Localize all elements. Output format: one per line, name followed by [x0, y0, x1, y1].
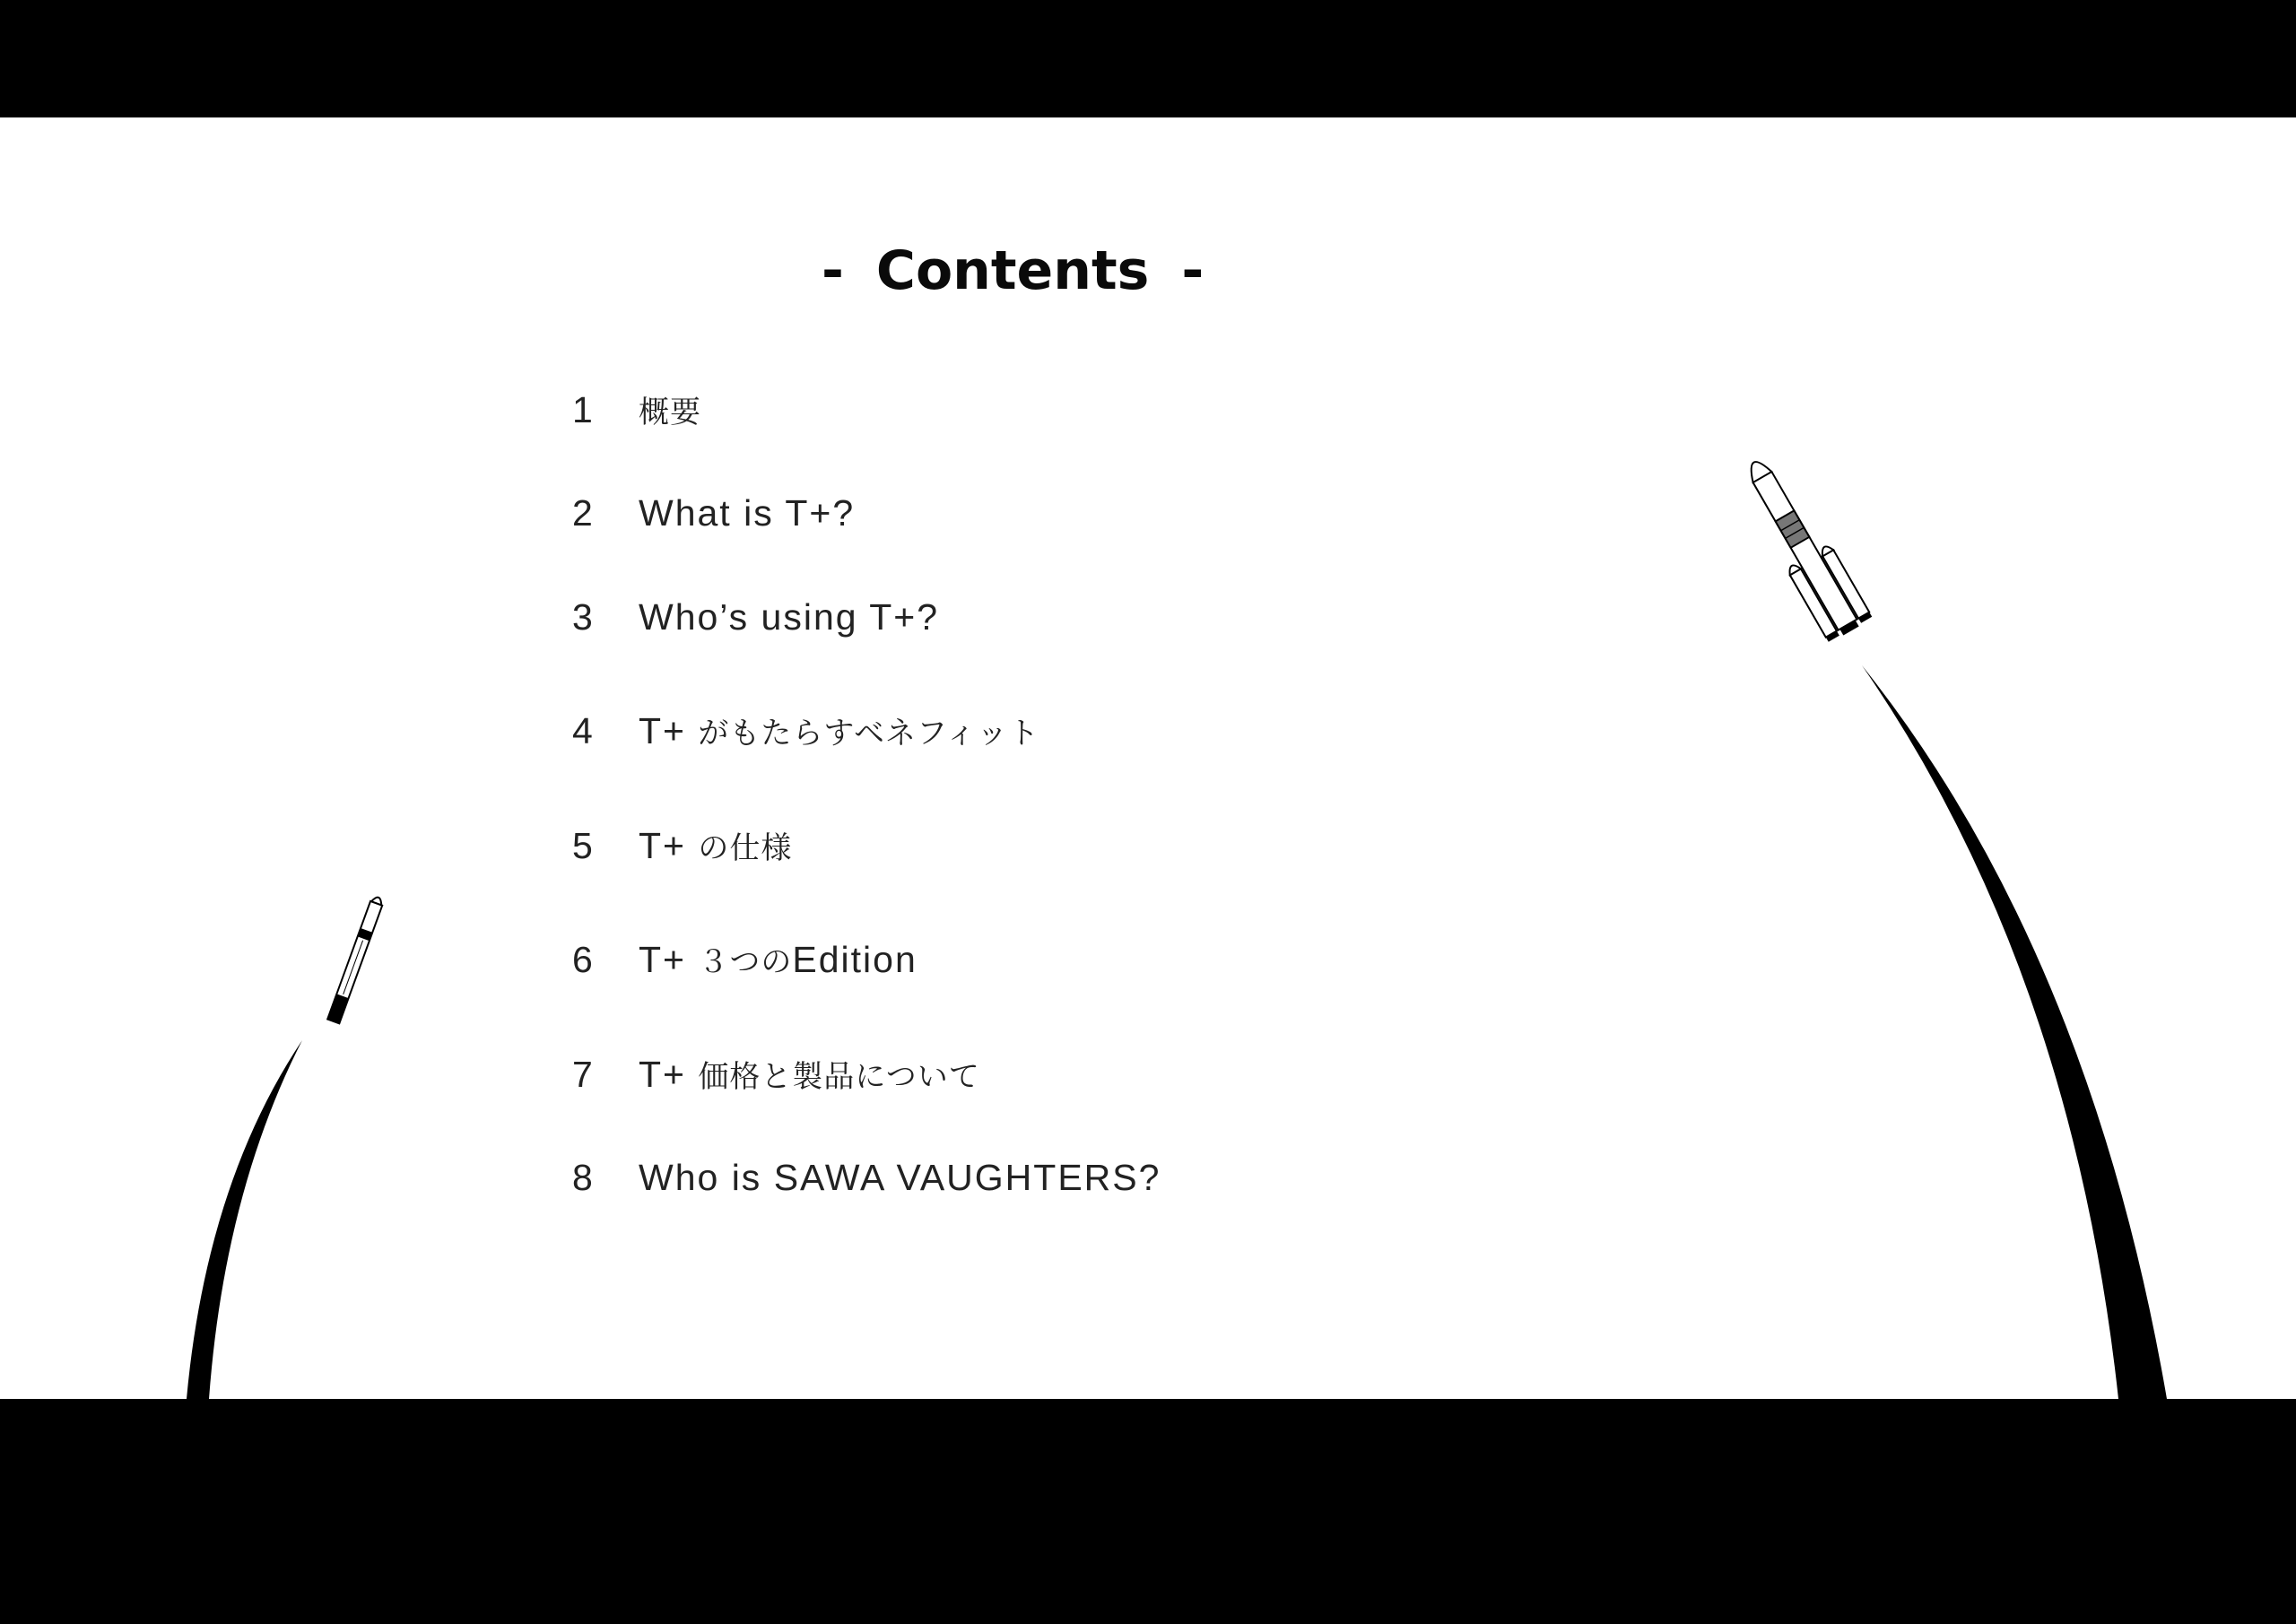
- toc-item-number: 1: [572, 389, 595, 430]
- toc-item-3[interactable]: [572, 590, 939, 644]
- toc-item-4[interactable]: [572, 704, 1039, 758]
- toc-item-number: 5: [572, 825, 595, 866]
- toc-item-label-part: T+: [639, 939, 699, 980]
- toc-item-label-part: 価格と製品について: [698, 1059, 980, 1095]
- toc-item-1[interactable]: [572, 383, 701, 437]
- toc-item-number: 6: [572, 939, 595, 980]
- rocket-small-icon: [327, 895, 384, 1023]
- toc-item-label-part: がもたらすベネフィット: [698, 716, 1040, 751]
- toc-item-number: 2: [572, 492, 595, 534]
- toc-item-number: 3: [572, 596, 595, 638]
- toc-item-number: 7: [572, 1054, 595, 1095]
- toc-item-number: 4: [572, 710, 595, 751]
- toc-item-label-part: T+: [639, 710, 699, 751]
- toc-item-label-part: T+: [639, 1054, 699, 1095]
- toc-item-label-part: T+: [639, 825, 699, 866]
- toc-item-6[interactable]: [572, 933, 918, 986]
- toc-item-7[interactable]: [572, 1047, 980, 1101]
- title-dash-right: -: [1181, 239, 1205, 302]
- title-dash-left: -: [822, 239, 844, 302]
- page-title: [822, 235, 1204, 307]
- toc-item-label-part: Edition: [792, 939, 918, 980]
- toc-item-label-part: の仕様: [698, 830, 793, 866]
- exhaust-trail-right: [1862, 665, 2167, 1399]
- rocket-large-icon: [1732, 450, 1873, 644]
- toc-item-label-part: 概要: [639, 395, 701, 430]
- exhaust-trail-left: [187, 1040, 302, 1399]
- toc-item-label-part: ３つの: [698, 944, 793, 980]
- toc-item-2[interactable]: [572, 486, 855, 540]
- toc-item-label-part: Who is SAWA VAUGHTERS?: [639, 1157, 1161, 1198]
- toc-item-8[interactable]: [572, 1151, 1161, 1204]
- title-text: Contents: [875, 239, 1150, 302]
- toc-item-number: 8: [572, 1157, 595, 1198]
- toc-item-label-part: What is T+?: [639, 492, 856, 534]
- toc-item-label-part: Who’s using T+?: [639, 596, 940, 638]
- toc-item-5[interactable]: [572, 819, 792, 873]
